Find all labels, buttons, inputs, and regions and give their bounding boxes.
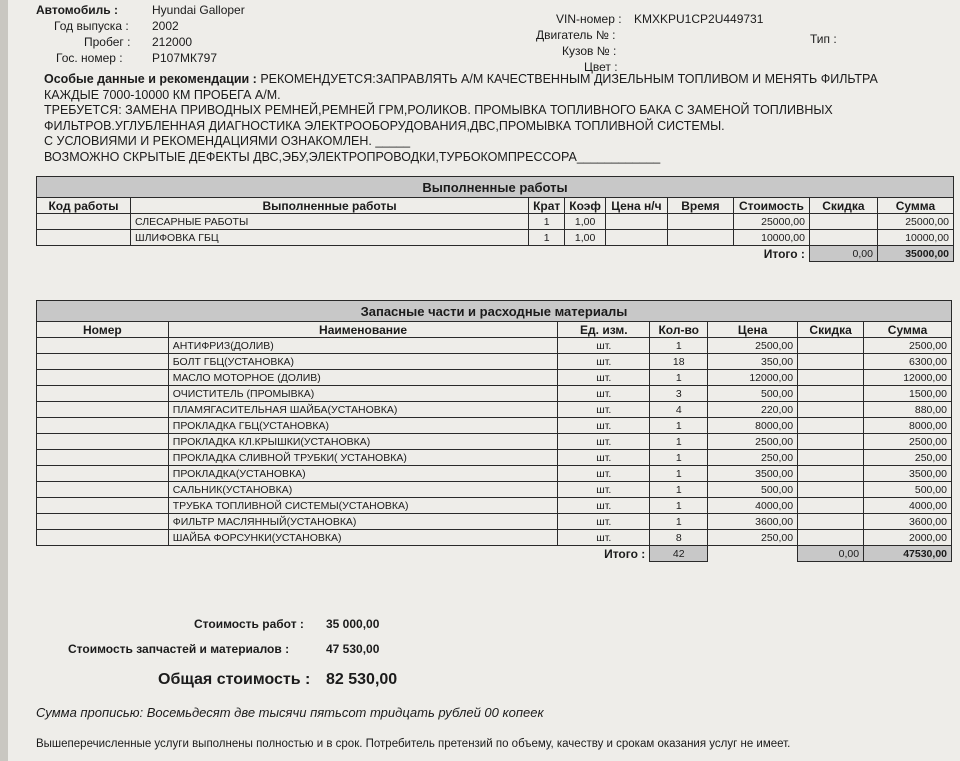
part-unit: шт.	[558, 450, 650, 466]
part-sum: 12000,00	[864, 370, 952, 386]
part-unit: шт.	[558, 386, 650, 402]
part-number	[37, 450, 169, 466]
part-qty: 1	[650, 514, 708, 530]
part-qty: 8	[650, 530, 708, 546]
work-sum: 25000,00	[877, 214, 953, 230]
col-discount: Скидка	[809, 198, 877, 214]
vin-value: KMXKPU1CP2U449731	[634, 12, 764, 26]
work-code	[37, 214, 131, 230]
part-price: 4000,00	[708, 498, 798, 514]
col-work: Выполненные работы	[131, 198, 529, 214]
table-row	[37, 434, 952, 450]
part-price: 2500,00	[708, 434, 798, 450]
table-row	[37, 370, 952, 386]
table-row	[37, 530, 952, 546]
type-label: Тип :	[810, 32, 837, 46]
part-discount	[798, 418, 864, 434]
part-price: 3500,00	[708, 466, 798, 482]
part-unit: шт.	[558, 418, 650, 434]
work-cost: 10000,00	[733, 230, 809, 246]
col-koef: Коэф	[565, 198, 606, 214]
part-sum: 1500,00	[864, 386, 952, 402]
notes-line-3: ТРЕБУЕТСЯ: ЗАМЕНА ПРИВОДНЫХ РЕМНЕЙ,РЕМНЕЙ ГРМ,РОЛИКОВ. ПРОМЫВКА ТОПЛИВНОГО БАКА С ЗАМЕНОЙ ТОПЛИВНЫХ	[44, 103, 833, 117]
part-qty: 1	[650, 466, 708, 482]
col-qty: Кол-во	[650, 322, 708, 338]
part-name: БОЛТ ГБЦ(УСТАНОВКА)	[168, 354, 558, 370]
part-unit: шт.	[558, 466, 650, 482]
part-qty: 18	[650, 354, 708, 370]
col-price-nh: Цена н/ч	[605, 198, 667, 214]
part-qty: 1	[650, 338, 708, 354]
plate-value: Р107МК797	[152, 51, 218, 65]
works-total-label: Итого :	[763, 246, 805, 261]
part-sum: 500,00	[864, 482, 952, 498]
part-number	[37, 354, 169, 370]
work-name: СЛЕСАРНЫЕ РАБОТЫ	[131, 214, 529, 230]
notes-label: Особые данные и рекомендации :	[44, 72, 257, 86]
part-qty: 3	[650, 386, 708, 402]
part-price: 12000,00	[708, 370, 798, 386]
col-krat: Крат	[529, 198, 565, 214]
table-row	[37, 386, 952, 402]
part-qty: 1	[650, 418, 708, 434]
part-name: ПРОКЛАДКА КЛ.КРЫШКИ(УСТАНОВКА)	[168, 434, 558, 450]
body-label: Кузов № :	[562, 44, 617, 58]
notes-line-1: РЕКОМЕНДУЕТСЯ:ЗАПРАВЛЯТЬ А/М КАЧЕСТВЕННЫМ ДИЗЕЛЬНЫМ ТОПЛИВОМ И МЕНЯТЬ ФИЛЬТРА	[256, 72, 878, 86]
work-time	[667, 230, 733, 246]
works-cost-label: Стоимость работ :	[194, 617, 304, 631]
color-label: Цвет :	[584, 60, 618, 74]
part-price: 500,00	[708, 386, 798, 402]
works-title: Выполненные работы	[37, 177, 954, 198]
notes-line-4: ФИЛЬТРОВ.УГЛУБЛЕННАЯ ДИАГНОСТИКА ЭЛЕКТРООБОРУДОВАНИЯ,ДВС,ПРОМЫВКА ТОПЛИВНОЙ СИСТЕМЫ.	[44, 118, 725, 133]
amount-in-words: Сумма прописью: Восемьдесят две тысячи пятьсот тридцать рублей 00 копеек	[36, 705, 544, 720]
col-cost: Стоимость	[733, 198, 809, 214]
part-discount	[798, 466, 864, 482]
part-name: ТРУБКА ТОПЛИВНОЙ СИСТЕМЫ(УСТАНОВКА)	[168, 498, 558, 514]
part-number	[37, 386, 169, 402]
works-header-row	[37, 198, 954, 214]
part-name: МАСЛО МОТОРНОЕ (ДОЛИВ)	[168, 370, 558, 386]
part-discount	[798, 354, 864, 370]
part-qty: 1	[650, 370, 708, 386]
parts-title: Запасные части и расходные материалы	[37, 301, 952, 322]
table-row	[37, 214, 954, 230]
part-sum: 3500,00	[864, 466, 952, 482]
parts-total-sum: 47530,00	[864, 546, 952, 562]
col-item-name: Наименование	[168, 322, 558, 338]
table-row	[37, 498, 952, 514]
grand-total-label: Общая стоимость :	[158, 671, 311, 688]
part-name: ШАЙБА ФОРСУНКИ(УСТАНОВКА)	[168, 530, 558, 546]
invoice-page	[8, 0, 960, 761]
part-discount	[798, 482, 864, 498]
part-discount	[798, 386, 864, 402]
work-price	[605, 230, 667, 246]
work-discount	[809, 214, 877, 230]
part-price: 3600,00	[708, 514, 798, 530]
part-unit: шт.	[558, 370, 650, 386]
part-sum: 2000,00	[864, 530, 952, 546]
table-row	[37, 230, 954, 246]
parts-header-row	[37, 322, 952, 338]
col-time: Время	[667, 198, 733, 214]
parts-total-discount: 0,00	[798, 546, 864, 562]
recommendations	[44, 72, 944, 165]
works-total-row	[37, 246, 954, 262]
work-discount	[809, 230, 877, 246]
work-time	[667, 214, 733, 230]
part-number	[37, 514, 169, 530]
table-row	[37, 418, 952, 434]
car-label: Автомобиль :	[36, 3, 118, 17]
part-qty: 1	[650, 498, 708, 514]
col-price: Цена	[708, 322, 798, 338]
mileage-label: Пробег :	[84, 35, 131, 49]
part-qty: 4	[650, 402, 708, 418]
part-sum: 880,00	[864, 402, 952, 418]
work-code	[37, 230, 131, 246]
table-row	[37, 514, 952, 530]
part-qty: 1	[650, 450, 708, 466]
table-row	[37, 354, 952, 370]
part-sum: 8000,00	[864, 418, 952, 434]
works-cost-value: 35 000,00	[326, 617, 380, 631]
work-koef: 1,00	[565, 214, 606, 230]
col-discount: Скидка	[798, 322, 864, 338]
table-row	[37, 482, 952, 498]
part-number	[37, 466, 169, 482]
col-number: Номер	[37, 322, 169, 338]
part-number	[37, 498, 169, 514]
footer-statement: Вышеперечисленные услуги выполнены полностью и в срок. Потребитель претензий по объему, качеству и срокам оказания услуг не имеет.	[36, 738, 791, 750]
part-unit: шт.	[558, 354, 650, 370]
part-discount	[798, 338, 864, 354]
notes-line-5: С УСЛОВИЯМИ И РЕКОМЕНДАЦИЯМИ ОЗНАКОМЛЕН. _____	[44, 134, 411, 148]
part-name: АНТИФРИЗ(ДОЛИВ)	[168, 338, 558, 354]
year-label: Год выпуска :	[54, 19, 129, 33]
col-sum: Сумма	[877, 198, 953, 214]
table-row	[37, 450, 952, 466]
part-number	[37, 402, 169, 418]
part-discount	[798, 450, 864, 466]
works-total-discount: 0,00	[809, 246, 877, 262]
col-sum: Сумма	[864, 322, 952, 338]
col-code: Код работы	[37, 198, 131, 214]
part-name: ПРОКЛАДКА ГБЦ(УСТАНОВКА)	[168, 418, 558, 434]
table-row	[37, 402, 952, 418]
part-unit: шт.	[558, 434, 650, 450]
parts-total-label: Итого :	[604, 546, 646, 561]
parts-total-row	[37, 546, 952, 562]
part-qty: 1	[650, 482, 708, 498]
engine-label: Двигатель № :	[536, 28, 616, 42]
part-number	[37, 530, 169, 546]
mileage-value: 212000	[152, 35, 193, 49]
part-sum: 2500,00	[864, 434, 952, 450]
part-name: ПРОКЛАДКА СЛИВНОЙ ТРУБКИ( УСТАНОВКА)	[168, 450, 558, 466]
parts-cost-value: 47 530,00	[326, 642, 380, 656]
part-number	[37, 370, 169, 386]
vin-label: VIN-номер :	[556, 12, 622, 26]
year-value: 2002	[152, 19, 179, 33]
part-sum: 6300,00	[864, 354, 952, 370]
col-unit: Ед. изм.	[558, 322, 650, 338]
part-discount	[798, 514, 864, 530]
part-sum: 3600,00	[864, 514, 952, 530]
parts-cost-label: Стоимость запчастей и материалов :	[68, 642, 290, 656]
part-price: 250,00	[708, 450, 798, 466]
part-name: ПЛАМЯГАСИТЕЛЬНАЯ ШАЙБА(УСТАНОВКА)	[168, 402, 558, 418]
part-price: 8000,00	[708, 418, 798, 434]
part-price: 220,00	[708, 402, 798, 418]
work-name: ШЛИФОВКА ГБЦ	[131, 230, 529, 246]
car-value: Hyundai Galloper	[152, 3, 245, 17]
table-row	[37, 466, 952, 482]
table-row	[37, 338, 952, 354]
part-unit: шт.	[558, 482, 650, 498]
part-name: ПРОКЛАДКА(УСТАНОВКА)	[168, 466, 558, 482]
part-price: 250,00	[708, 530, 798, 546]
plate-label: Гос. номер :	[56, 51, 123, 65]
work-price	[605, 214, 667, 230]
work-krat: 1	[529, 214, 565, 230]
part-discount	[798, 498, 864, 514]
part-unit: шт.	[558, 402, 650, 418]
work-koef: 1,00	[565, 230, 606, 246]
notes-line-6: ВОЗМОЖНО СКРЫТЫЕ ДЕФЕКТЫ ДВС,ЭБУ,ЭЛЕКТРОПРОВОДКИ,ТУРБОКОМПРЕССОРА____________	[44, 149, 661, 164]
parts-table	[36, 300, 952, 562]
part-number	[37, 338, 169, 354]
part-discount	[798, 402, 864, 418]
part-unit: шт.	[558, 514, 650, 530]
part-sum: 4000,00	[864, 498, 952, 514]
works-table	[36, 176, 954, 262]
part-qty: 1	[650, 434, 708, 450]
work-cost: 25000,00	[733, 214, 809, 230]
grand-total-value: 82 530,00	[326, 671, 398, 688]
part-discount	[798, 370, 864, 386]
part-number	[37, 418, 169, 434]
works-total-sum: 35000,00	[877, 246, 953, 262]
part-sum: 2500,00	[864, 338, 952, 354]
part-name: ОЧИСТИТЕЛЬ (ПРОМЫВКА)	[168, 386, 558, 402]
parts-total-qty: 42	[650, 546, 708, 562]
part-unit: шт.	[558, 498, 650, 514]
part-discount	[798, 434, 864, 450]
part-unit: шт.	[558, 530, 650, 546]
part-discount	[798, 530, 864, 546]
part-price: 2500,00	[708, 338, 798, 354]
part-name: ФИЛЬТР МАСЛЯННЫЙ(УСТАНОВКА)	[168, 514, 558, 530]
part-name: САЛЬНИК(УСТАНОВКА)	[168, 482, 558, 498]
part-unit: шт.	[558, 338, 650, 354]
work-krat: 1	[529, 230, 565, 246]
part-price: 350,00	[708, 354, 798, 370]
work-sum: 10000,00	[877, 230, 953, 246]
part-sum: 250,00	[864, 450, 952, 466]
notes-line-2: КАЖДЫЕ 7000-10000 КМ ПРОБЕГА А/М.	[44, 87, 281, 102]
part-number	[37, 482, 169, 498]
part-number	[37, 434, 169, 450]
part-price: 500,00	[708, 482, 798, 498]
